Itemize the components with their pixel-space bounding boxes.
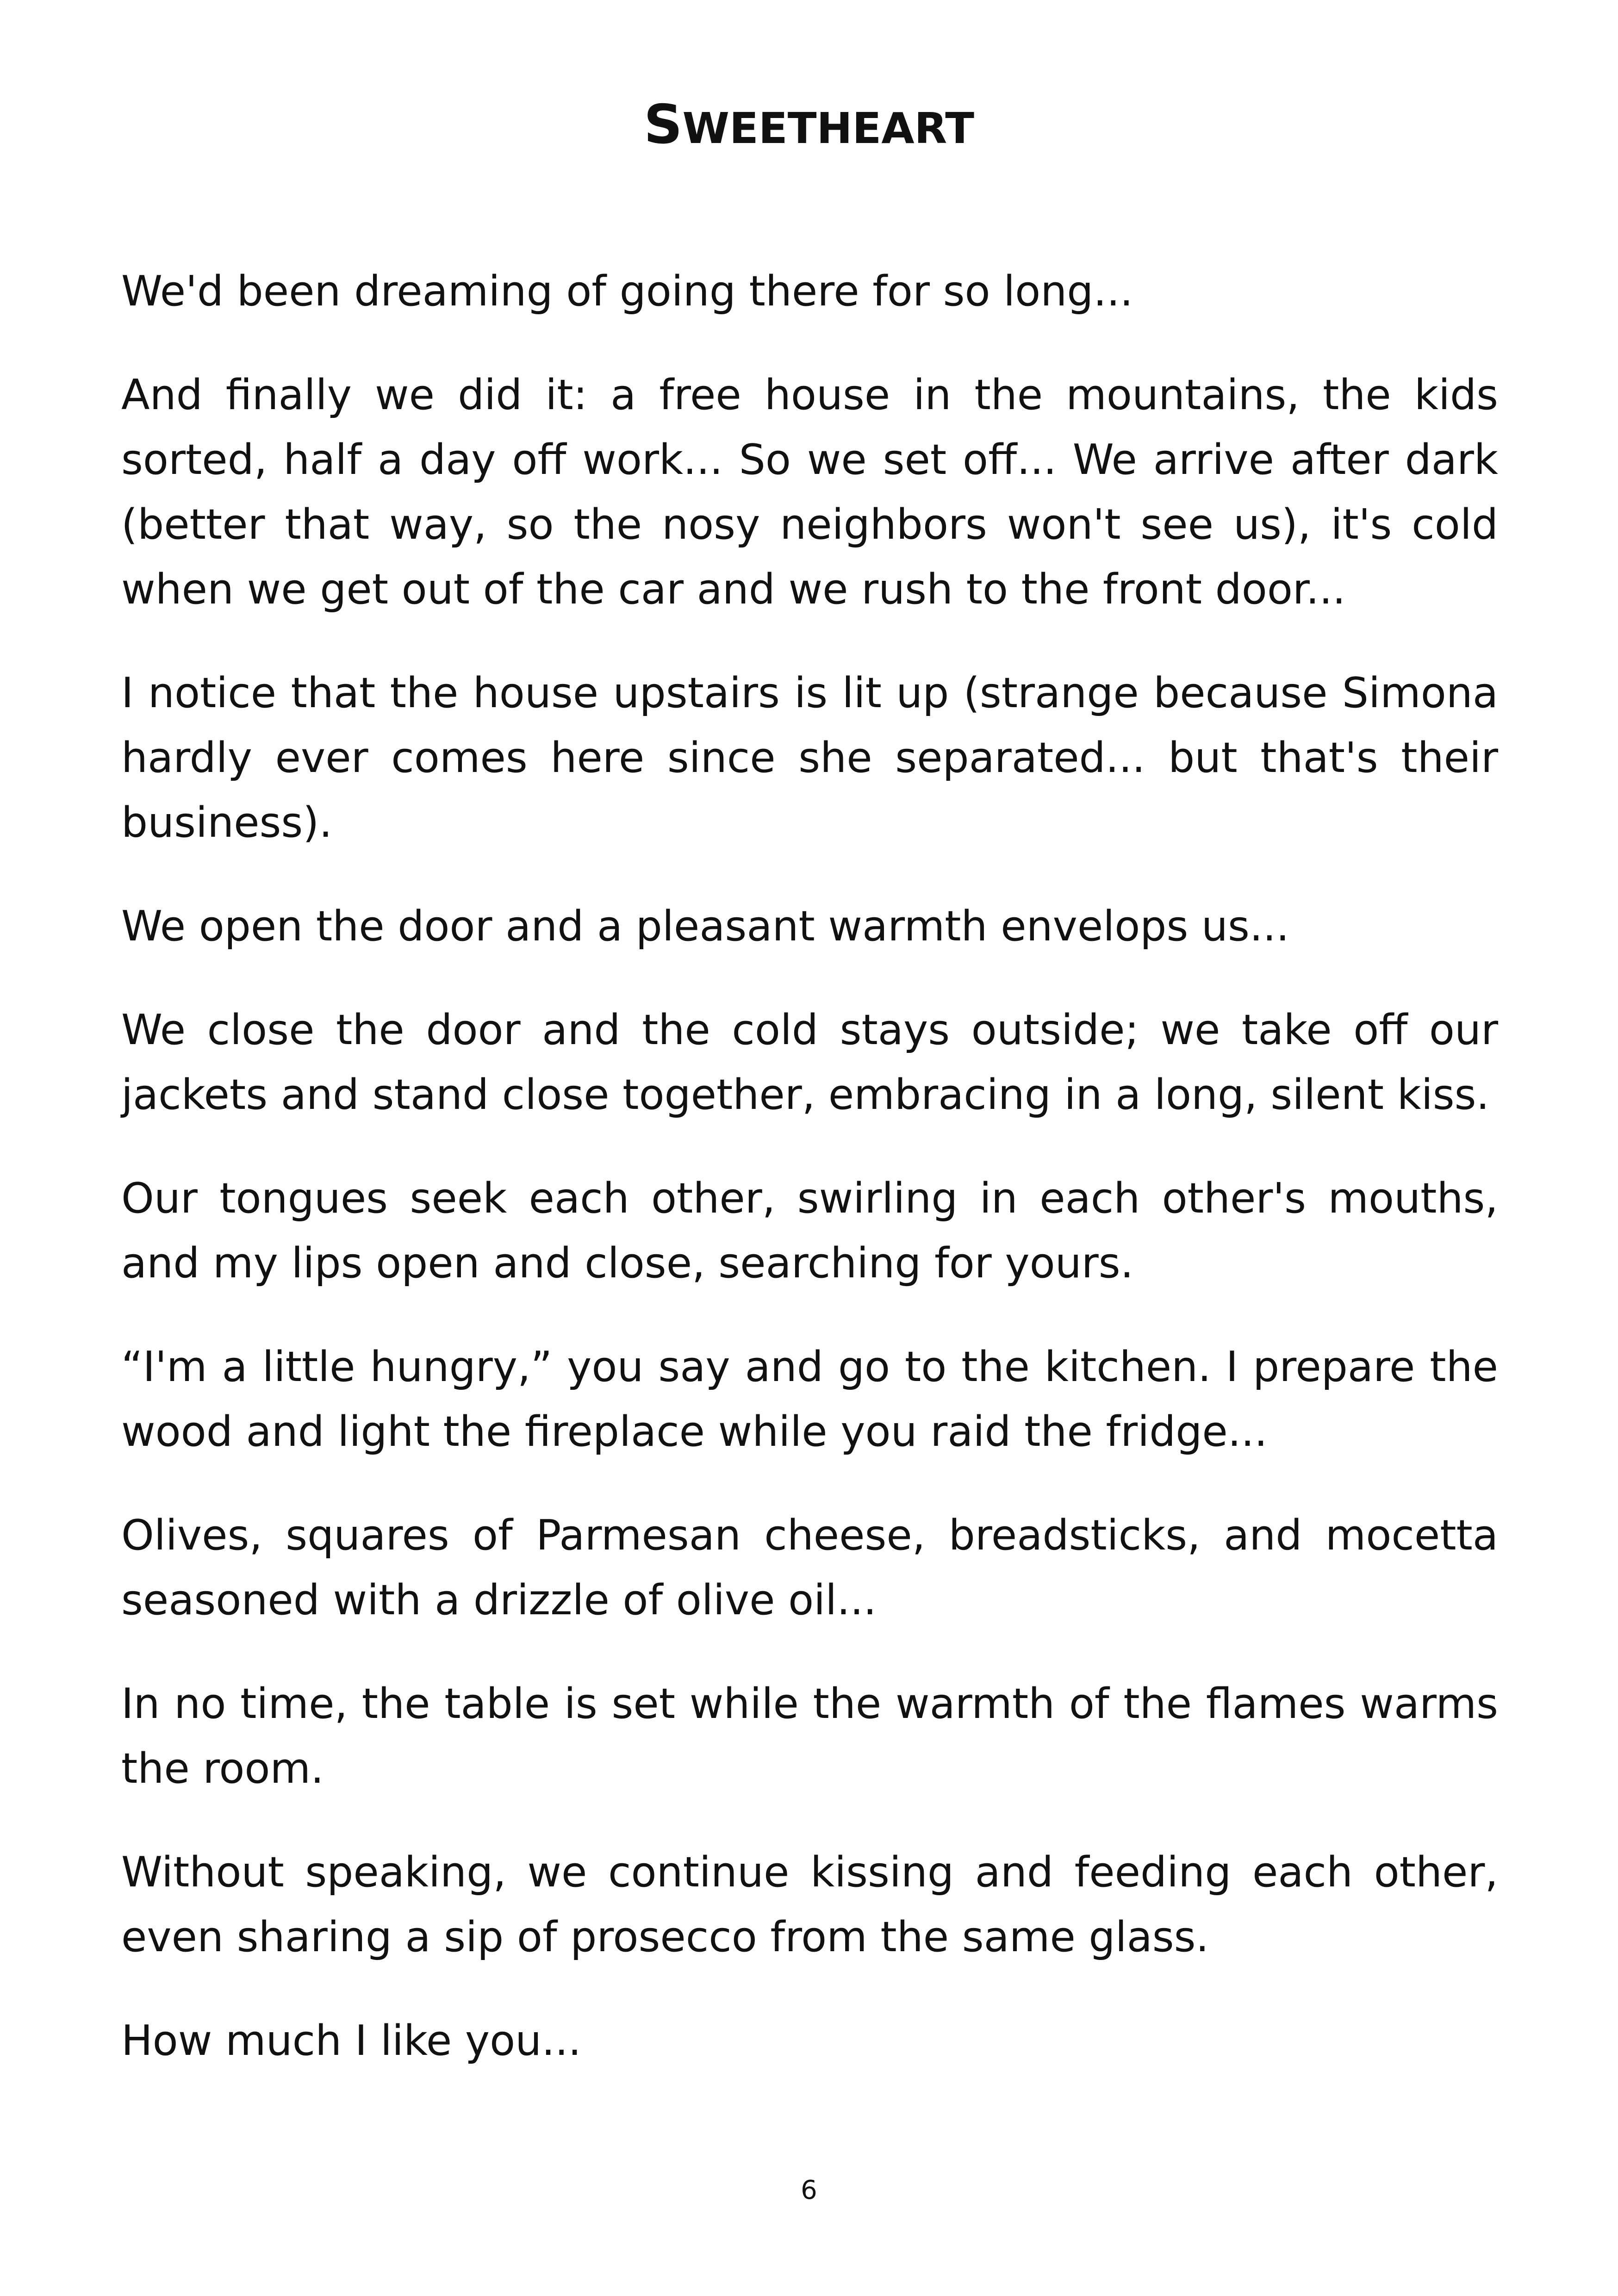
paragraph-1: We'd been dreaming of going there for so long... xyxy=(121,267,1133,316)
paragraph-11: How much I like you... xyxy=(121,2016,582,2065)
paragraph-10: Without speaking, we continue kissing and feeding each other, even sharing a sip of prosecco from the same glass. xyxy=(121,1848,1498,1961)
paragraph-2: And finally we did it: a free house in the mountains, the kids sorted, half a day off work... So we set off... We arrive after dark (better that way, so the nosy neighbors won't see us), it's cold when we get out of the car and we rush to the front door... xyxy=(121,371,1498,614)
chapter-title xyxy=(0,93,1618,157)
paragraph-9: In no time, the table is set while the warmth of the flames warms the room. xyxy=(121,1680,1498,1793)
paragraph-6: Our tongues seek each other, swirling in each other's mouths, and my lips open and close, searching for yours. xyxy=(121,1174,1498,1288)
chapter-title-rest: WEETHEART xyxy=(682,104,974,153)
paragraph-5: We close the door and the cold stays outside; we take off our jackets and stand close together, embracing in a long, silent kiss. xyxy=(121,1006,1498,1119)
paragraph-4: We open the door and a pleasant warmth envelops us... xyxy=(121,902,1289,951)
paragraph-7: “I'm a little hungry,” you say and go to the kitchen. I prepare the wood and light the fireplace while you raid the fridge... xyxy=(121,1343,1498,1456)
paragraph-8: Olives, squares of Parmesan cheese, breadsticks, and mocetta seasoned with a drizzle of olive oil... xyxy=(121,1511,1498,1624)
chapter-body xyxy=(121,259,1498,2112)
chapter-title-initial: S xyxy=(644,93,683,156)
page-number: 6 xyxy=(801,2175,817,2205)
paragraph-3: I notice that the house upstairs is lit up (strange because Simona hardly ever comes here since she separated... but that's their business). xyxy=(121,669,1498,847)
